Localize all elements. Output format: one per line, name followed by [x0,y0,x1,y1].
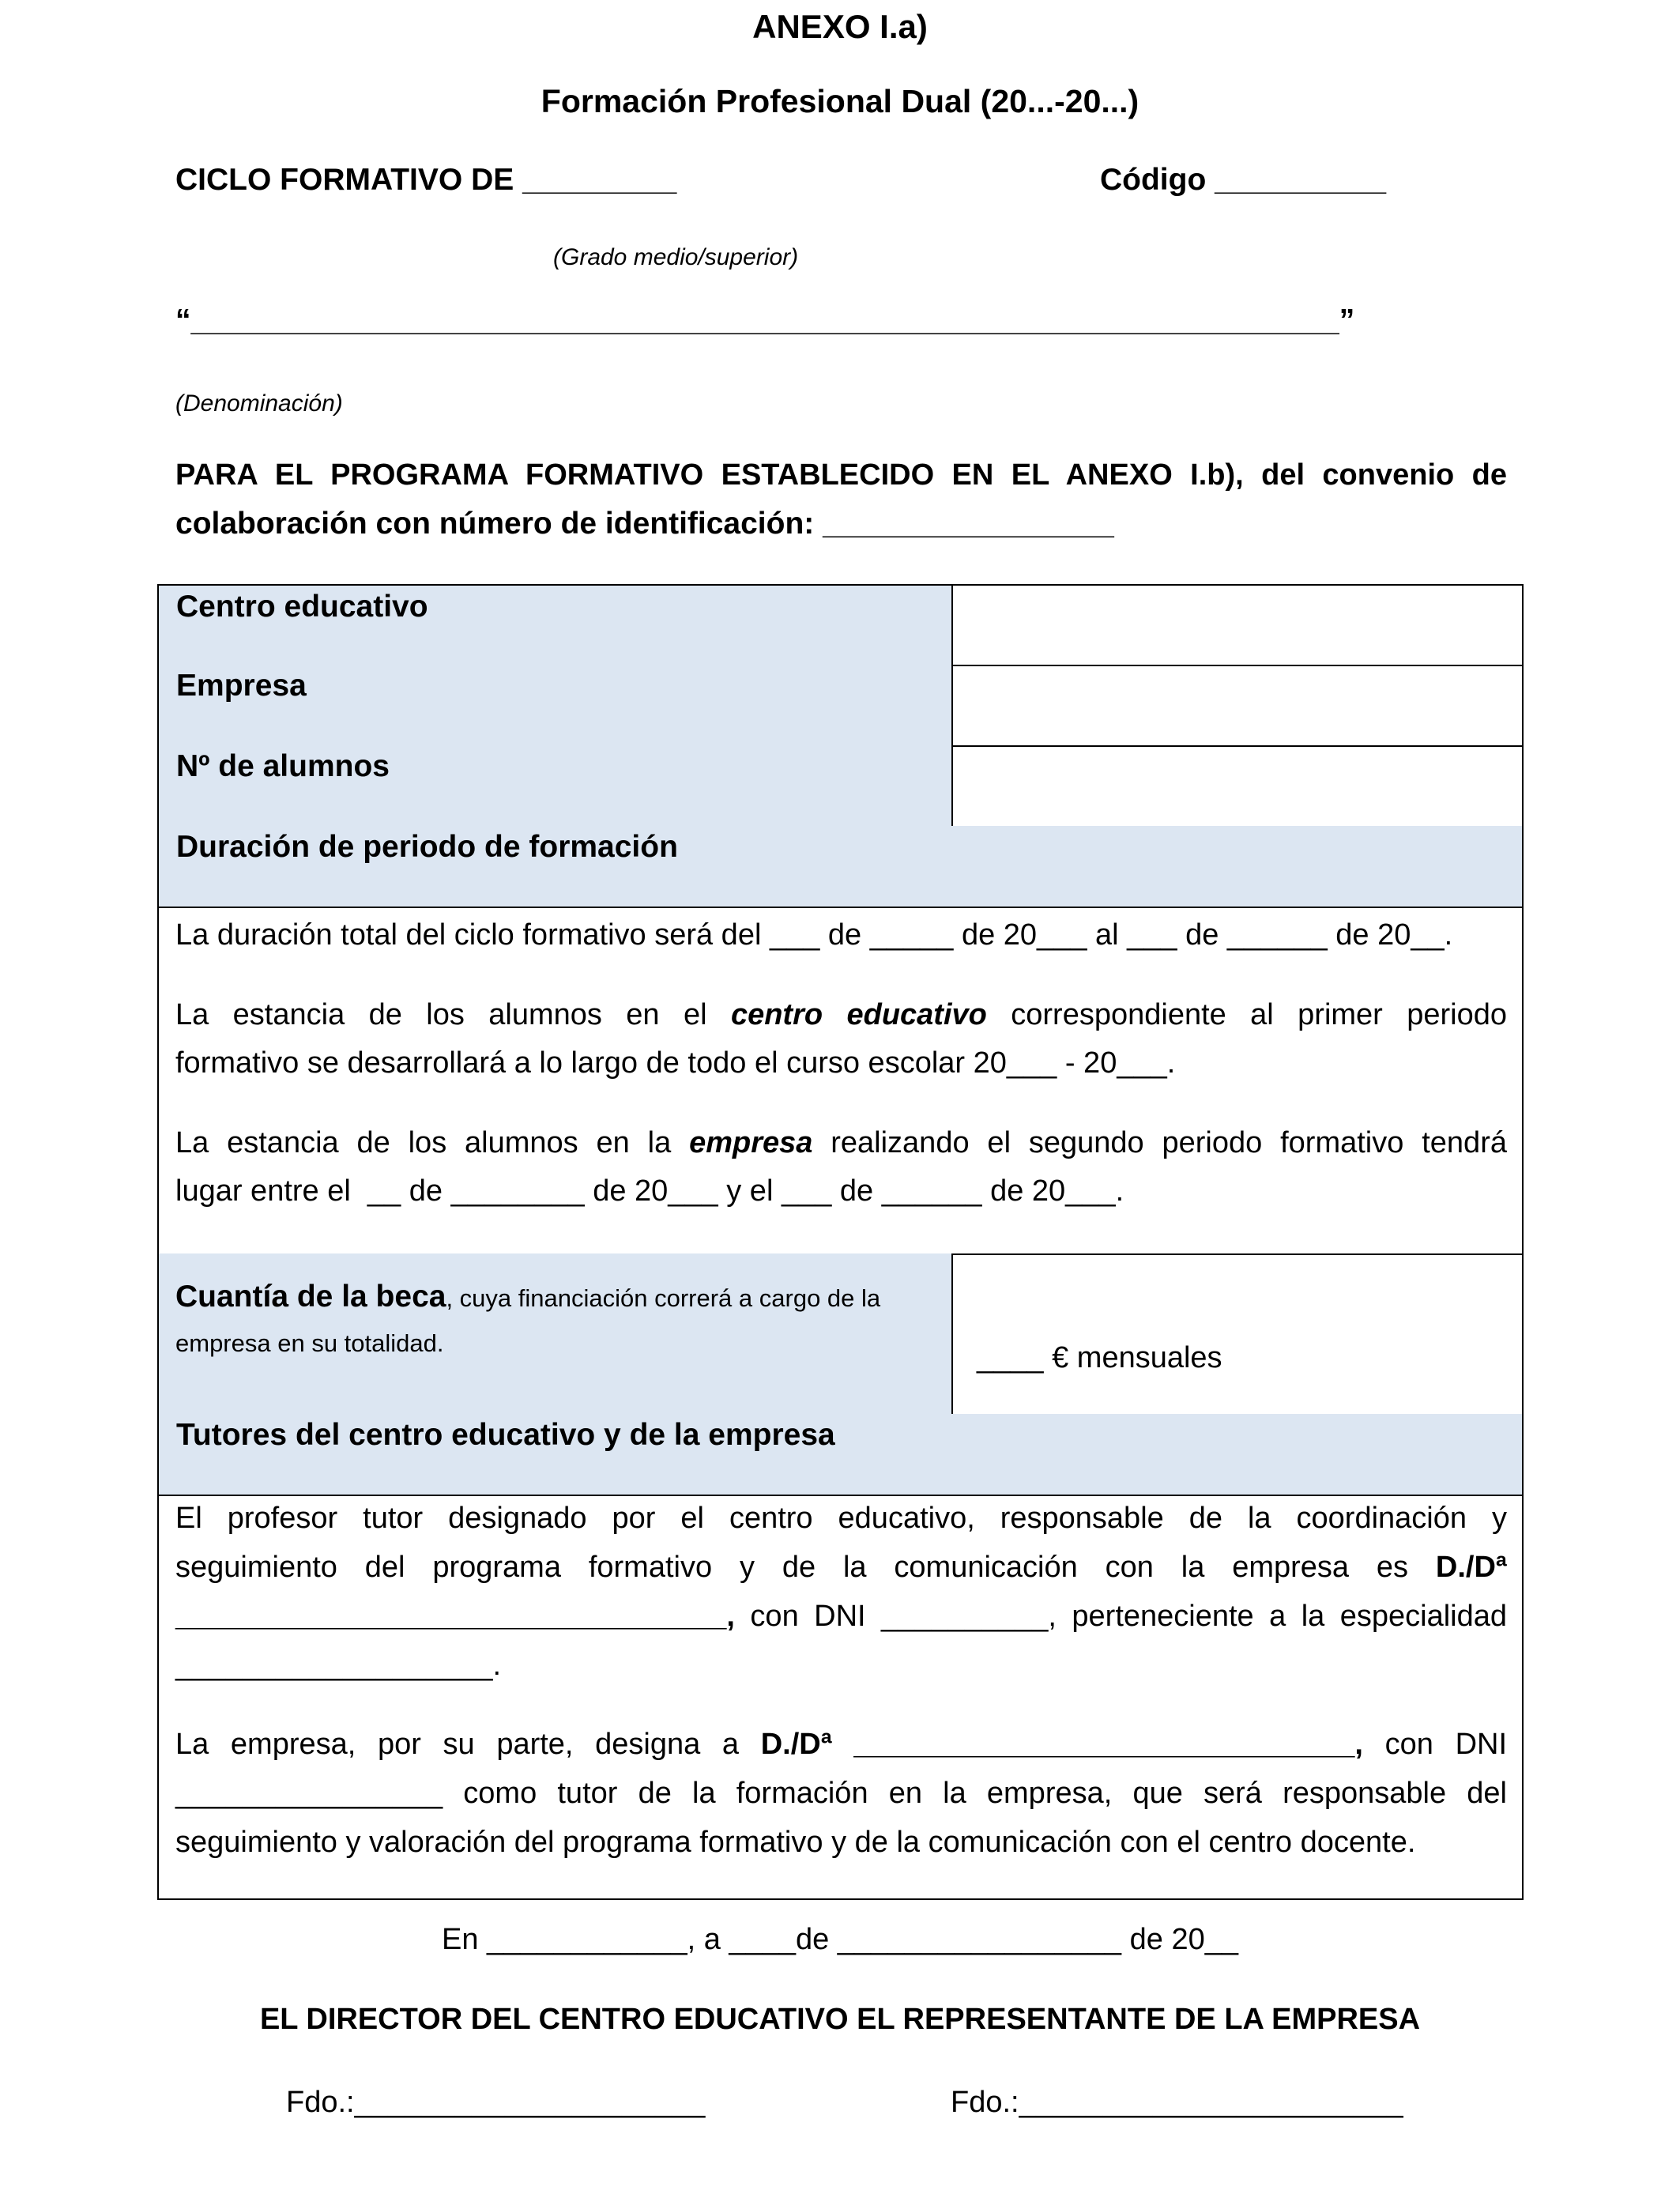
tutor-empresa-line-2: ________________ como tutor de la formación en la empresa, que será responsable del [175,1777,1507,1810]
signers-line: EL DIRECTOR DEL CENTRO EDUCATIVO EL REPRESENTANTE DE LA EMPRESA [259,2003,1421,2036]
empresa-p-emphasis: empresa [689,1126,813,1159]
alumnos-label: Nº de alumnos [176,749,390,783]
empresa-p-a: La estancia de los alumnos en la [175,1126,690,1159]
tutores-title-cell [157,1414,1524,1496]
signature-left: Fdo.:_____________________ [286,2086,706,2119]
signature-right: Fdo.:_______________________ [951,2086,1403,2119]
empresa-p-b: realizando el segundo periodo formativo tendrá [812,1126,1507,1159]
duracion-title-cell [157,826,1524,908]
duracion-title: Duración de periodo de formación [176,830,678,864]
centro-p-b: correspondiente al primer periodo [986,998,1507,1031]
tutor-empresa-line-1 [175,1728,1507,1762]
intro-line-2: colaboración con número de identificación: _________________ [175,507,1114,541]
tutor-centro-line-3a: _________________________________, [175,1600,735,1633]
centro-paragraph-line-2: formativo se desarrollará a lo largo de todo el curso escolar 20___ - 20___. [175,1046,1176,1080]
tutor-centro-line-2b: D./Dª [1435,1551,1507,1584]
tutor-centro-line-2 [175,1551,1507,1585]
centro-value-cell[interactable] [951,584,1524,666]
empresa-value-cell[interactable] [951,665,1524,747]
alumnos-label-cell [157,745,953,827]
empresa-paragraph-line-1 [175,1126,1507,1160]
tutor-empresa-line-3: seguimiento y valoración del programa formativo y de la comunicación con el centro docente. [175,1826,1416,1859]
centro-label-cell [157,584,953,666]
alumnos-value-cell[interactable] [951,745,1524,827]
tutor-centro-line-2a: seguimiento del programa formativo y de la comunicación con la empresa es [175,1551,1436,1584]
tutor-empresa-line-1c: con DNI [1363,1728,1508,1761]
beca-amount: ____ € mensuales [977,1341,1222,1374]
empresa-label-cell [157,665,953,747]
beca-line-1 [175,1280,880,1314]
cycle-label: CICLO FORMATIVO DE _________ [175,163,677,197]
tutor-centro-line-4: ___________________. [175,1649,502,1682]
tutor-empresa-line-1a: La empresa, por su parte, designa a [175,1728,761,1761]
annex-title: ANEXO I.a) [752,8,928,45]
cycle-code: Código __________ [1100,163,1387,197]
centro-label: Centro educativo [176,590,428,624]
beca-rest: , cuya financiación correrá a cargo de la [446,1284,881,1312]
empresa-label: Empresa [176,669,307,703]
tutor-centro-line-3b: con DNI __________, perteneciente a la especialidad [734,1600,1507,1633]
tutores-title: Tutores del centro educativo y de la empresa [176,1418,835,1452]
denomination-line: “___________________________________________________________________” [175,303,1355,337]
place-date-line: En ____________, a ____de _________________ de 20__ [441,1923,1238,1956]
centro-p-emphasis: centro educativo [730,998,987,1031]
duracion-total-text: La duración total del ciclo formativo será del ___ de _____ de 20___ al ___ de ______ de 20__. [175,918,1453,952]
tutor-centro-line-3 [175,1600,1507,1634]
empresa-paragraph-line-2: lugar entre el __ de ________ de 20___ y el ___ de ______ de 20___. [175,1174,1124,1208]
program-title: Formación Profesional Dual (20...-20...) [541,83,1139,119]
intro-line-1: PARA EL PROGRAMA FORMATIVO ESTABLECIDO EN EL ANEXO I.b), del convenio de [175,458,1507,492]
tutor-empresa-line-1b: D./Dª ______________________________, [760,1728,1363,1761]
centro-p-a: La estancia de los alumnos en el [175,998,731,1031]
tutor-centro-line-1: El profesor tutor designado por el centro educativo, responsable de la coordinación y [175,1502,1507,1535]
beca-title: Cuantía de la beca [175,1280,446,1314]
beca-value-cell[interactable] [951,1253,1524,1416]
grade-note: (Grado medio/superior) [553,244,799,270]
denomination-note: (Denominación) [175,390,343,417]
beca-line-2: empresa en su totalidad. [175,1329,444,1357]
centro-paragraph-line-1 [175,998,1507,1032]
